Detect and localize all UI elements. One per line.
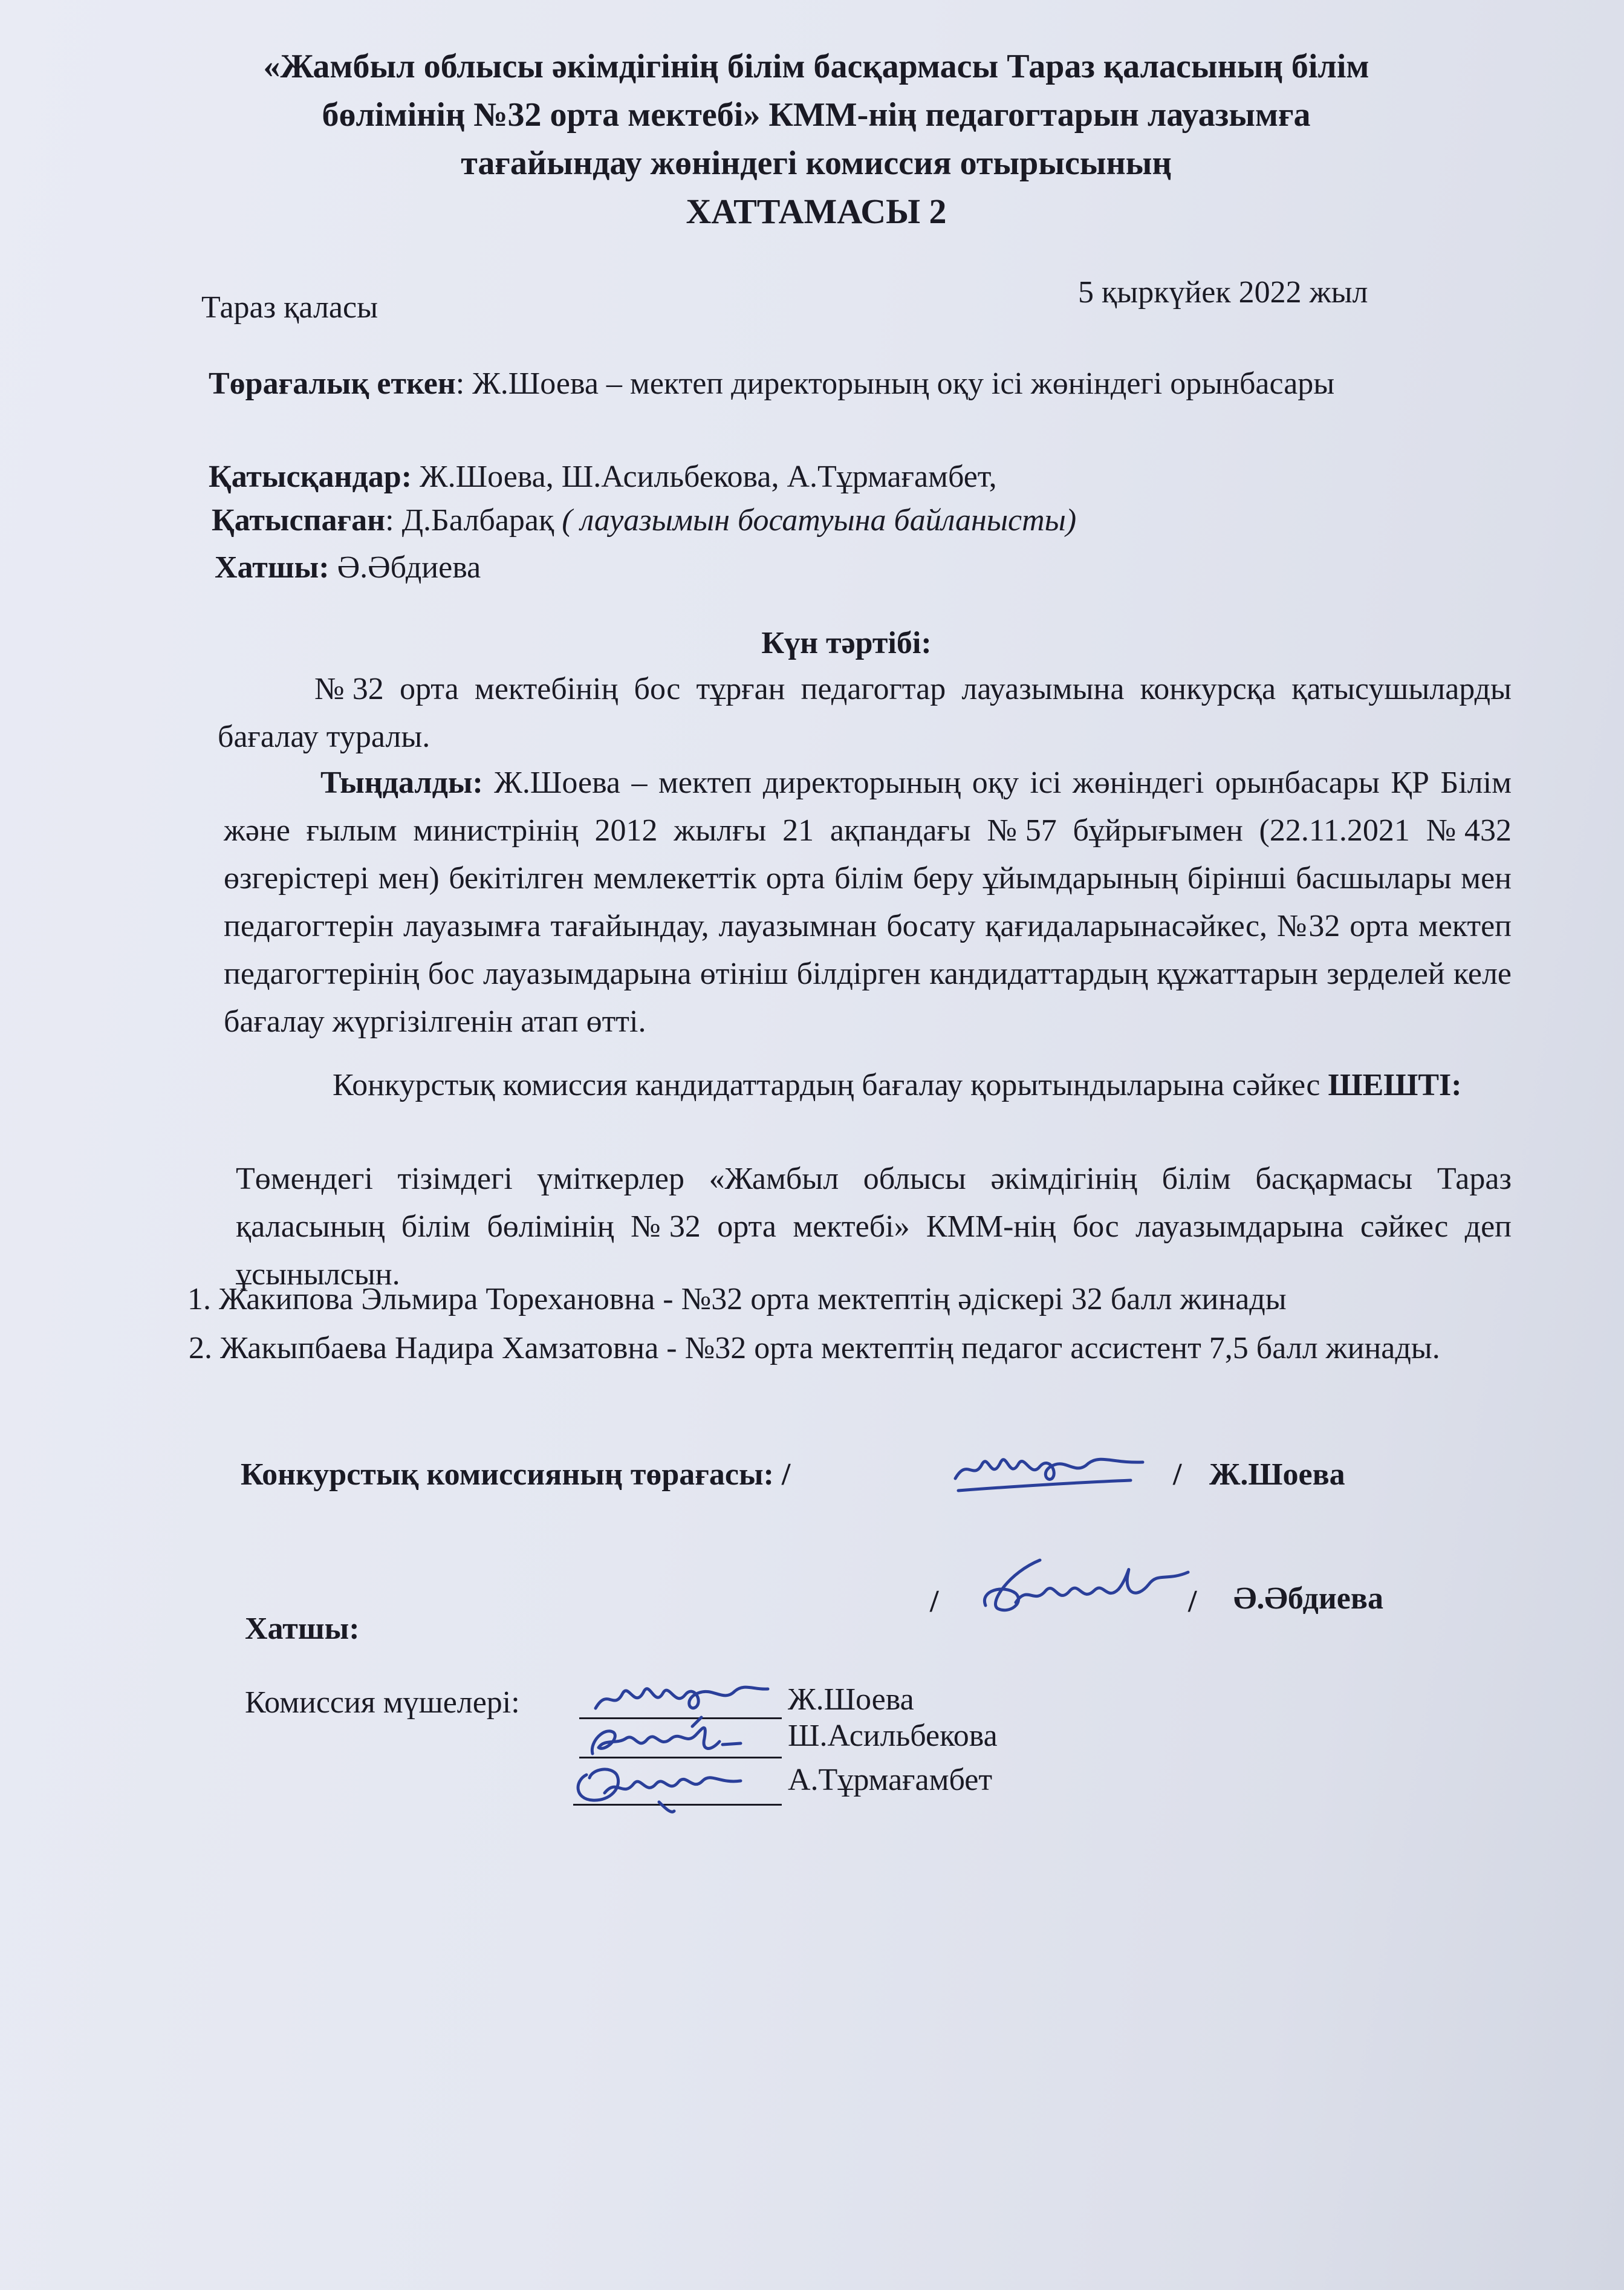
- secretary-close-slash: /: [1188, 1584, 1197, 1619]
- agenda-text: №32 орта мектебінің бос тұрған педагогтар лауазымына конкурсқа қатысушыларды бағалау туралы.: [218, 672, 1512, 754]
- document-heading: [181, 42, 1451, 236]
- chair-separator: /: [1173, 1457, 1182, 1492]
- protocol-title: ХАТТАМАСЫ 2: [686, 192, 947, 231]
- member-3-signature: [568, 1751, 750, 1817]
- attended-label: Қатысқандар:: [209, 460, 412, 494]
- date: 5 қыркүйек 2022 жыл: [1078, 275, 1368, 310]
- agenda-title: Күн тәртібі:: [761, 626, 932, 660]
- secretary-signature: [973, 1548, 1197, 1627]
- decision-intro: [230, 1061, 1512, 1109]
- attended: [209, 454, 997, 501]
- heading-line-2: бөлімінің №32 орта мектебі» КММ-нің педагогтарын лауазымға: [322, 96, 1311, 134]
- chair-name: Ж.Шоева: [1209, 1457, 1345, 1492]
- chair-signature: [949, 1445, 1149, 1500]
- decision-text: Төмендегі тізімдегі үміткерлер «Жамбыл облысы әкімдігінің білім басқармасы Тараз қаласының білім бөлімінің №32 орта мектебі» КММ-нің бос лауазымдарына сәйкес деп ұсынылсын.: [236, 1162, 1512, 1292]
- heard-paragraph: [224, 759, 1512, 1046]
- place: Тараз қаласы: [201, 290, 378, 325]
- chaired-by: [209, 360, 1509, 408]
- secretary-label: Хатшы:: [215, 550, 330, 585]
- secretary: [215, 544, 481, 591]
- absent-text: : Д.Балбарақ: [385, 503, 562, 538]
- absent-label: Қатыспаған: [212, 503, 386, 538]
- candidate-1: 1. Жакипова Эльмира Торехановна - №32 орта мектептің әдіскері 32 балл жинады: [187, 1282, 1287, 1316]
- secretary-open-slash: /: [930, 1584, 939, 1619]
- member-2-name: Ш.Асильбекова: [788, 1719, 998, 1753]
- chaired-label: Төрағалық еткен: [209, 366, 456, 401]
- chaired-text: : Ж.Шоева – мектеп директорының оқу ісі жөніндегі орынбасары: [455, 366, 1335, 401]
- heading-line-3: тағайындау жөніндегі комиссия отырысының: [461, 145, 1172, 182]
- secretary-text: Ә.Әбдиева: [329, 550, 481, 585]
- members-label: Комиссия мүшелері:: [245, 1685, 520, 1720]
- member-3-name: А.Тұрмағамбет: [788, 1763, 993, 1797]
- absent-note: ( лауазымын босатуына байланысты): [562, 503, 1077, 538]
- heard-label: Тыңдалды:: [320, 766, 483, 800]
- secretary-sign-name: Ә.Әбдиева: [1233, 1581, 1383, 1616]
- member-1-signature: [590, 1672, 771, 1720]
- candidate-2: 2. Жакыпбаева Надира Хамзатовна - №32 орта мектептің педагог ассистент 7,5 балл жинады.: [189, 1331, 1440, 1365]
- heading-line-1: «Жамбыл облысы әкімдігінің білім басқармасы Тараз қаласының білім: [263, 48, 1369, 85]
- decision-label: ШЕШТІ:: [1328, 1068, 1462, 1102]
- secretary-sign-label: Хатшы:: [245, 1612, 360, 1646]
- attended-text: Ж.Шоева, Ш.Асильбекова, А.Тұрмағамбет,: [412, 460, 997, 494]
- absent: [212, 497, 1076, 544]
- member-1-name: Ж.Шоева: [788, 1682, 914, 1717]
- decision-intro-text: Конкурстық комиссия кандидаттардың бағалау қорытындыларына сәйкес: [333, 1068, 1328, 1102]
- heard-text: Ж.Шоева – мектеп директорының оқу ісі жөніндегі орынбасары ҚР Білім және ғылым министрінің 2012 жылғы 21 ақпандағы №57 бұйрығымен (22.11.2021 №432 өзгерістері мен) бекітілген мемлекеттік орта білім беру ұйымдарының бірінші басшылары мен педагогтерін лауазымға тағайындау, лауазымнан босату қағидаларынасәйкес, №32 орта мектеп педагогтерінің бос лауазымдарына өтініш білдірген кандидаттардың құжаттарын зерделей келе бағалау жүргізілгенін атап өтті.: [224, 766, 1512, 1039]
- chair-label: Конкурстық комиссияның төрағасы: /: [241, 1457, 791, 1492]
